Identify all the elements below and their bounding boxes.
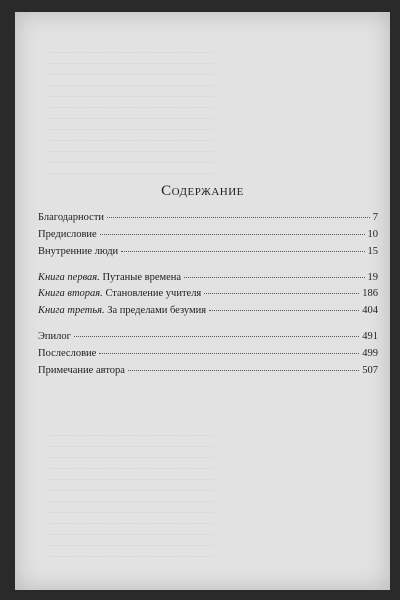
toc-entry-part: Книга вторая. — [38, 288, 103, 299]
dot-leader — [209, 310, 359, 311]
bleed-through-text-bottom: ................................................................................ ................................................................................ ................................................................................ ................................................................................ ................................................................................ ................................................................................ ................................................................................ ................................................................................ ................................................................................ ................................................................................ ................................................................................ ................................................................................ — [45, 428, 215, 559]
toc-entry-title: Благодарности — [38, 212, 105, 223]
toc-entry-label — [38, 229, 97, 240]
toc-entry-part: Книга третья. — [38, 305, 105, 316]
toc-entry-label — [38, 272, 181, 283]
book-page — [15, 12, 390, 590]
toc-entry — [38, 365, 378, 376]
dot-leader — [184, 277, 364, 278]
toc-entry-page: 7 — [372, 212, 378, 223]
toc-entry — [38, 229, 378, 240]
toc-entry — [38, 288, 378, 299]
page-title: Содержание — [161, 183, 244, 199]
dot-leader — [100, 234, 365, 235]
toc-entry-page: 499 — [362, 348, 378, 359]
toc-entry-title: Эпилог — [38, 331, 71, 342]
toc-entry-label — [38, 246, 118, 257]
toc-entry-label — [38, 365, 125, 376]
toc-entry-page: 491 — [362, 331, 378, 342]
toc-entry-page: 19 — [367, 272, 378, 283]
toc-entry-label — [38, 305, 206, 316]
dot-leader — [204, 293, 359, 294]
toc-entry — [38, 348, 378, 359]
toc-entry-page: 507 — [362, 365, 378, 376]
bleed-through-text-top: ................................................................................ ................................................................................ ................................................................................ ................................................................................ ................................................................................ ................................................................................ ................................................................................ ................................................................................ ................................................................................ ................................................................................ ................................................................................ ................................................................................ — [45, 45, 215, 176]
dot-leader — [121, 251, 364, 252]
toc-entry-title: Послесловие — [38, 348, 97, 359]
toc-entry-label — [38, 348, 96, 359]
toc-entry-label — [38, 212, 104, 223]
toc-entry-part: Книга первая. — [38, 272, 100, 283]
toc-entry-page: 404 — [362, 305, 378, 316]
dot-leader — [74, 336, 359, 337]
toc-entry — [38, 246, 378, 257]
toc-entry-label — [38, 331, 71, 342]
toc-entry-title: Предисловие — [38, 229, 97, 240]
toc-entry — [38, 305, 378, 316]
toc-entry-title: Примечание автора — [38, 365, 125, 376]
toc-entry — [38, 212, 378, 223]
toc-entry — [38, 272, 378, 283]
toc-entry-page: 15 — [367, 246, 378, 257]
dot-leader — [107, 217, 370, 218]
toc-entry-label — [38, 288, 201, 299]
toc-entry-title: Становление учителя — [105, 288, 202, 299]
toc-entry-title: Путаные времена — [102, 272, 182, 283]
toc-entry-page: 10 — [367, 229, 378, 240]
dot-leader — [99, 353, 359, 354]
dot-leader — [128, 370, 359, 371]
toc-entry-page: 186 — [362, 288, 378, 299]
toc-entry-title: Внутренние люди — [38, 246, 119, 257]
toc-entry — [38, 331, 378, 342]
toc-entry-title: За пределами безумия — [107, 305, 207, 316]
